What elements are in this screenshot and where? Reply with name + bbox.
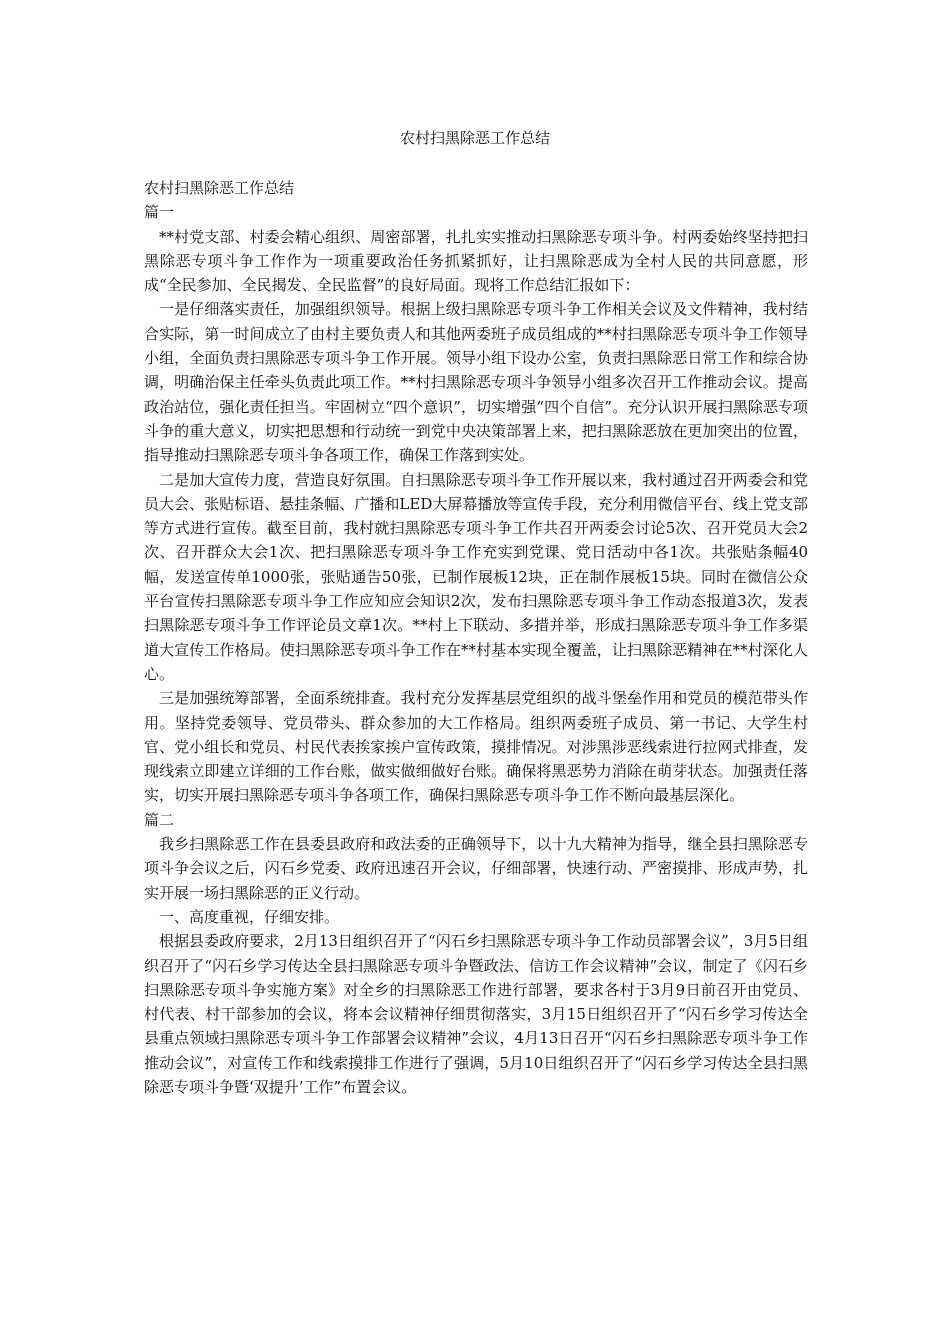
paragraph: 一是仔细落实责任，加强组织领导。根据上级扫黑除恶专项斗争工作相关会议及文件精神，我村结合实际，第一时间成立了由村主要负责人和其他两委班子成员组成的**村扫黑除恶专项斗争工作领导小组，全面负责扫黑除恶专项斗争工作开展。领导小组下设办公室，负责扫黑除恶日常工作和综合协调，明确治保主任牵头负责此项工作。**村扫黑除恶专项斗争领导小组多次召开工作推动会议。提高政治站位，强化责任担当。牢固树立“四个意识”，切实增强“四个自信”。充分认识开展扫黑除恶专项斗争的重大意义，切实把思想和行动统一到党中央决策部署上来，把扫黑除恶放在更加突出的位置，指导推动扫黑除恶专项斗争各项工作，确保工作落到实处。 xyxy=(144,300,808,465)
paragraph: 二是加大宣传力度，营造良好氛围。自扫黑除恶专项斗争工作开展以来，我村通过召开两委会和党员大会、张贴标语、悬挂条幅、广播和LED大屏幕播放等宣传手段，充分利用微信平台、线上党支部等方式进行宣传。截至目前，我村就扫黑除恶专项斗争工作共召开两委会讨论5次、召开党员大会2次、召开群众大会1次、把扫黑除恶专项斗争工作充实到党课、党日活动中各1次。共张贴条幅40幅，发送宣传单1000张，张贴通告50张，已制作展板12块，正在制作展板15块。同时在微信公众平台宣传扫黑除恶专项斗争工作应知应会知识2次，发布扫黑除恶专项斗争工作动态报道3次，发表扫黑除恶专项斗争工作评论员文章1次。**村上下联动、多措并举，形成扫黑除恶专项斗争工作多渠道大宣传工作格局。使扫黑除恶专项斗争工作在**村基本实现全覆盖，让扫黑除恶精神在**村深化人心。 xyxy=(144,470,808,683)
paragraph: 我乡扫黑除恶工作在县委县政府和政法委的正确领导下，以十九大精神为指导，继全县扫黑除恶专项斗争会议之后，闪石乡党委、政府迅速召开会议，仔细部署，快速行动、严密摸排、形成声势，扎实开展一场扫黑除恶的正义行动。 xyxy=(144,835,808,902)
section-heading: 篇二 xyxy=(144,810,175,829)
subheading: 一、高度重视，仔细安排。 xyxy=(159,907,340,926)
section-heading: 篇一 xyxy=(144,203,175,222)
paragraph: 三是加强统筹部署，全面系统排查。我村充分发挥基层党组织的战斗堡垒作用和党员的模范带头作用。坚持党委领导、党员带头、群众参加的大工作格局。组织两委班子成员、第一书记、大学生村官、党小组长和党员、村民代表挨家挨户宣传政策，摸排情况。对涉黑涉恶线索进行拉网式排查，发现线索立即建立详细的工作台账，做实做细做好台账。确保将黑恶势力消除在萌芽状态。加强责任落实，切实开展扫黑除恶专项斗争各项工作，确保扫黑除恶专项斗争工作不断向最基层深化。 xyxy=(144,689,808,805)
paragraph: 根据县委政府要求，2月13日组织召开了“闪石乡扫黑除恶专项斗争工作动员部署会议”，3月5日组织召开了“闪石乡学习传达全县扫黑除恶专项斗争暨政法、信访工作会议精神”会议，制定了《闪石乡扫黑除恶专项斗争实施方案》对全乡的扫黑除恶工作进行部署，要求各村于3月9日前召开由党员、村代表、村干部参加的会议，将本会议精神仔细贯彻落实，3月15日组织召开了“闪石乡学习传达全县重点领域扫黑除恶专项斗争工作部署会议精神”会议，4月13日召开“闪石乡扫黑除恶专项斗争工作推动会议”，对宣传工作和线索摸排工作进行了强调，5月10日组织召开了“闪石乡学习传达全县扫黑除恶专项斗争暨‘双提升’工作”布置会议。 xyxy=(144,932,808,1096)
paragraph: **村党支部、村委会精心组织、周密部署，扎扎实实推动扫黑除恶专项斗争。村两委始终坚持把扫黑除恶专项斗争工作作为一项重要政治任务抓紧抓好，让扫黑除恶成为全村人民的共同意愿，形成“全民参加、全民揭发、全民监督”的良好局面。现将工作总结汇报如下： xyxy=(144,227,808,295)
document-title: 农村扫黑除恶工作总结 xyxy=(399,129,550,147)
document-body xyxy=(144,176,808,1099)
document-subtitle: 农村扫黑除恶工作总结 xyxy=(144,179,295,197)
